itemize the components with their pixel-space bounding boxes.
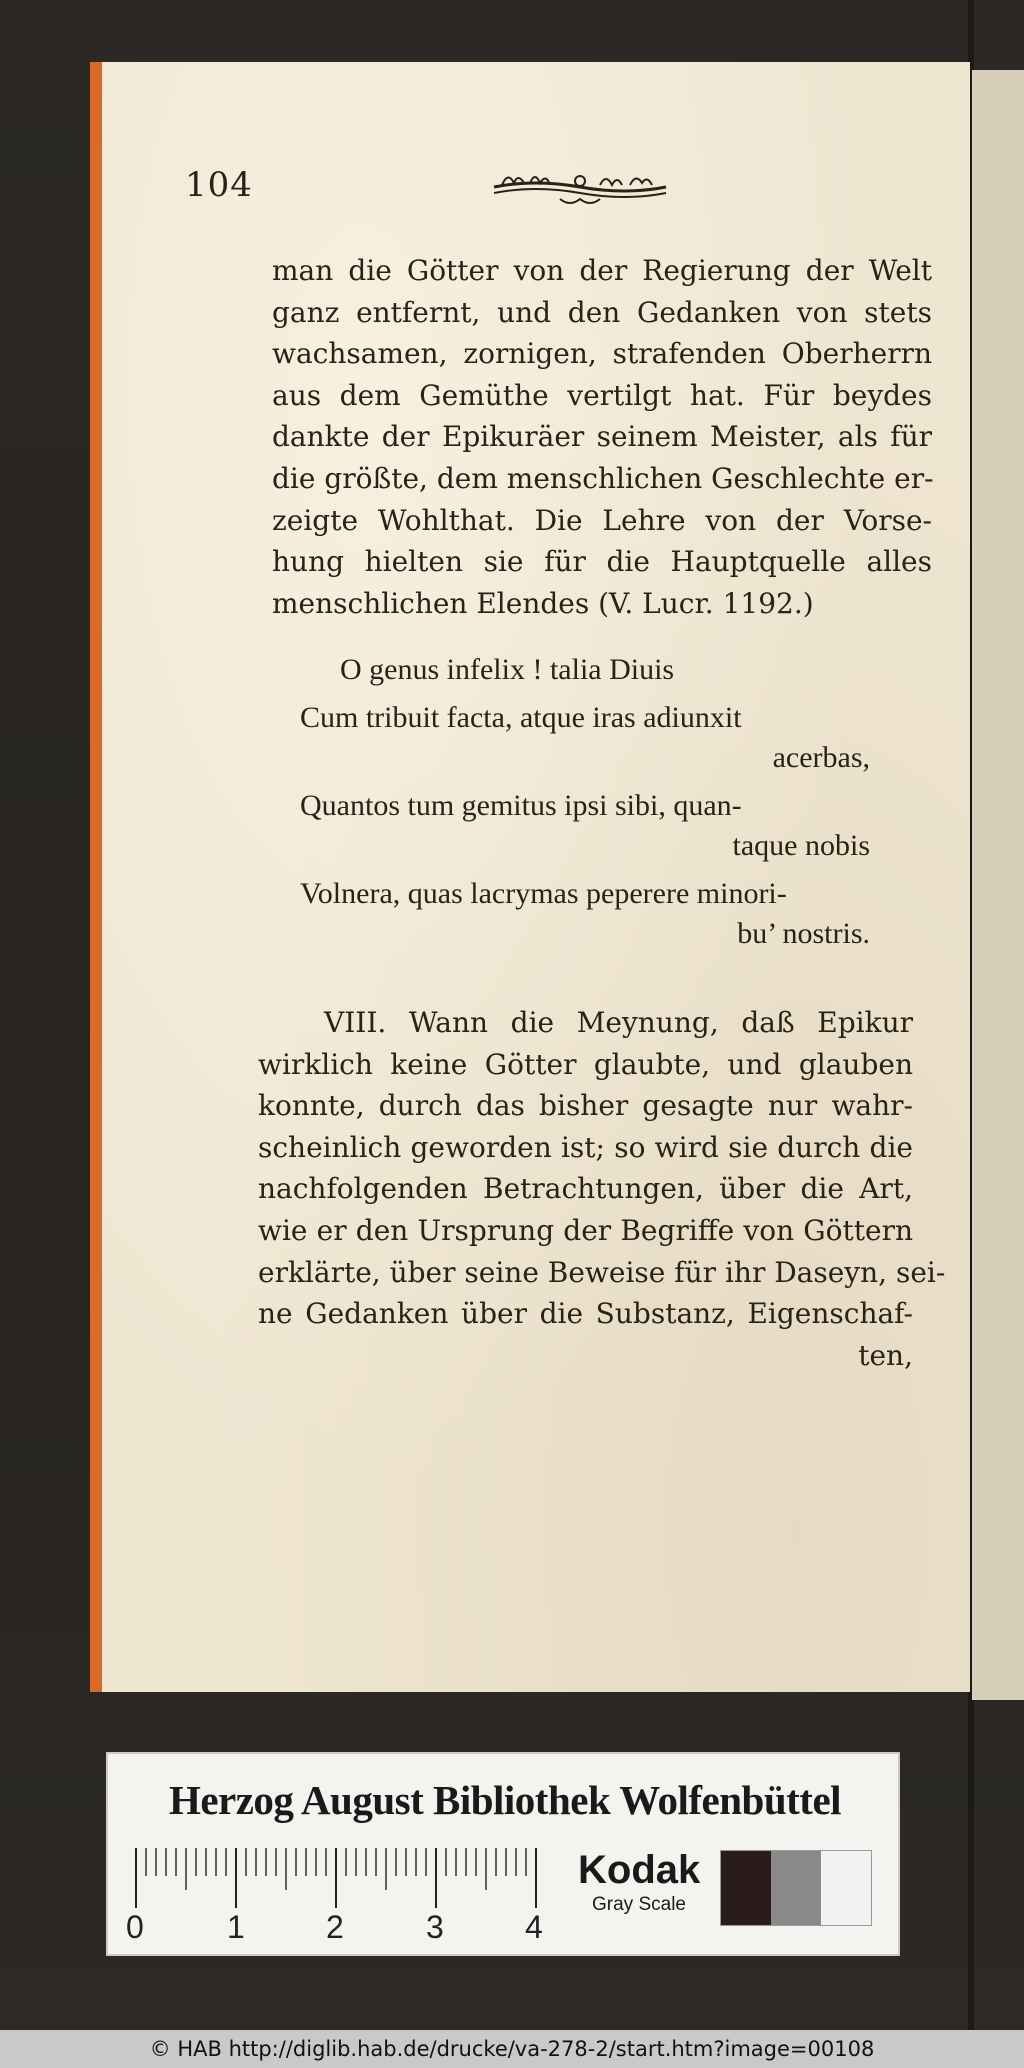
section-viii [258, 1002, 946, 1376]
text-line: wie er den Ursprung der Begriffe von Göttern [258, 1213, 913, 1247]
color-calibration-strip [106, 1752, 900, 1956]
latin-verse [300, 650, 925, 954]
text-line: wachsamen, zornigen, strafenden Oberherrn [272, 337, 932, 371]
text-line: ne Gedanken über die Substanz, Eigenschaf- [258, 1297, 913, 1331]
verse-line: taque nobis [732, 829, 870, 862]
swatch-light [821, 1851, 871, 1925]
text-line: dankte der Epikuräer seinem Meister, als für [272, 420, 932, 454]
ruler-number: 3 [426, 1909, 444, 1945]
text-line: scheinlich geworden ist; so wird sie durch die [258, 1130, 913, 1164]
text-line: man die Götter von der Regierung der Welt [272, 254, 932, 287]
text-line: erklärte, über seine Beweise für ihr Daseyn, sei- [258, 1255, 946, 1289]
text-line: ganz entfernt, und den Gedanken von stets [272, 295, 932, 329]
copyright-footer: © HAB http://diglib.hab.de/drucke/va-278-2/start.htm?image=00108 [0, 2030, 1024, 2068]
verse-line: Volnera, quas lacrymas peperere minori- [300, 877, 787, 910]
page-header [185, 165, 745, 205]
ruler [128, 1846, 548, 1946]
ruler-number: 0 [126, 1909, 144, 1945]
verse-line: O genus infelix ! talia Diuis [340, 653, 675, 686]
swatch-mid [771, 1851, 821, 1925]
gray-scale-swatches [720, 1850, 872, 1926]
text-line: aus dem Gemüthe vertilgt hat. Für beydes [272, 378, 932, 412]
text-line: konnte, durch das bisher gesagte nur wahr- [258, 1089, 913, 1123]
text-line: nachfolgenden Betrachtungen, über die Art, [258, 1172, 913, 1206]
gray-scale-label: Gray Scale [592, 1894, 686, 1915]
page-number: 104 [185, 165, 253, 205]
text-line: zeigte Wohlthat. Die Lehre von der Vorse- [272, 503, 932, 537]
paragraph-block [272, 250, 932, 624]
adjacent-page-edge [972, 70, 1024, 1700]
swatch-dark [721, 1851, 771, 1925]
library-name: Herzog August Bibliothek Wolfenbüttel [168, 1777, 842, 1823]
catchword: ten, [858, 1338, 913, 1372]
ruler-number: 4 [525, 1909, 543, 1945]
text-line: VIII. Wann die Meynung, daß Epikur [324, 1006, 913, 1039]
text-line: hung hielten sie für die Hauptquelle alles [272, 545, 932, 579]
verse-line: acerbas, [772, 741, 870, 774]
ornament-icon [490, 165, 670, 211]
ruler-ticks [128, 1846, 548, 1908]
text-line: wirklich keine Götter glaubte, und glauben [258, 1047, 913, 1081]
text-line: menschlichen Elendes (V. Lucr. 1192.) [272, 586, 814, 620]
verse-line: Quantos tum gemitus ipsi sibi, quan- [300, 789, 742, 822]
text-line: die größte, dem menschlichen Geschlechte er- [272, 461, 934, 495]
ruler-number: 1 [227, 1909, 245, 1945]
ruler-number: 2 [326, 1909, 344, 1945]
verse-line: Cum tribuit facta, atque iras adiunxit [300, 701, 742, 734]
kodak-logo: Kodak [578, 1848, 701, 1892]
verse-line: bu’ nostris. [737, 917, 870, 950]
